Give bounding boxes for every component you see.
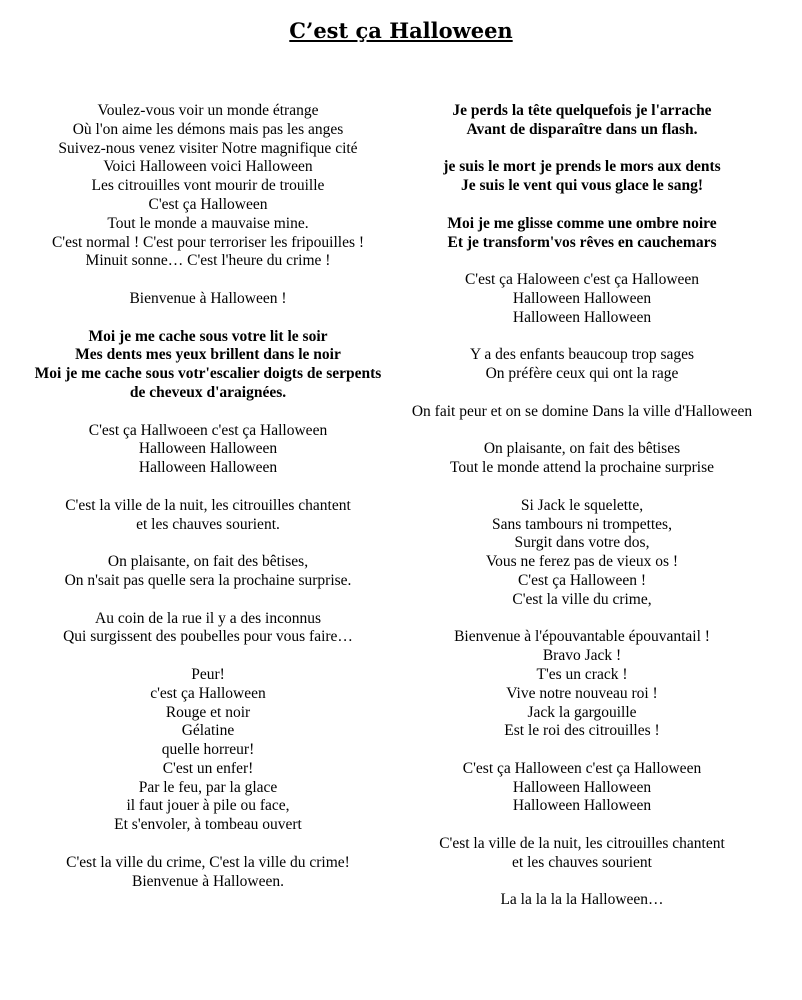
lyric-line: Vous ne ferez pas de vieux os !: [485, 553, 679, 571]
lyric-line: T'es un crack !: [536, 665, 628, 683]
stanza: [28, 553, 388, 591]
lyric-line: Bienvenue à Halloween !: [129, 289, 287, 307]
lyric-line: On n'sait pas quelle sera la prochaine surprise.: [64, 571, 352, 589]
stanza: [28, 102, 388, 271]
lyric-line: Au coin de la rue il y a des inconnus: [95, 609, 321, 627]
lyric-line: Par le feu, par la glace: [138, 778, 278, 796]
lyric-line: On préfère ceux qui ont la rage: [485, 365, 679, 383]
lyric-line: C'est ça Hallwoeen c'est ça Halloween: [88, 421, 328, 439]
lyric-line: Les citrouilles vont mourir de trouille: [91, 177, 325, 195]
lyric-line: Halloween Halloween: [512, 797, 652, 815]
stanza: [28, 497, 388, 535]
lyric-line: Peur!: [191, 665, 225, 683]
lyric-line: C'est normal ! C'est pour terroriser les fripouilles !: [51, 233, 365, 251]
stanza: [402, 403, 762, 422]
left-column: [28, 102, 388, 910]
lyric-line: Rouge et noir: [165, 703, 251, 721]
lyric-line: Moi je me glisse comme une ombre noire: [447, 214, 717, 232]
stanza: [402, 497, 762, 610]
lyric-line: Tout le monde a mauvaise mine.: [107, 214, 309, 232]
lyric-line: Est le roi des citrouilles !: [504, 722, 660, 740]
stanza: [28, 290, 388, 309]
lyric-line: Sans tambours ni trompettes,: [492, 515, 672, 533]
lyric-line: Mes dents mes yeux brillent dans le noir: [75, 346, 341, 364]
lyric-line: et les chauves sourient.: [136, 515, 280, 533]
lyric-line: Vive notre nouveau roi !: [506, 684, 658, 702]
lyric-line: Gélatine: [181, 722, 235, 740]
lyric-line: c'est ça Halloween: [150, 684, 266, 702]
lyric-line: Bravo Jack !: [542, 647, 622, 665]
lyric-line: Si Jack le squelette,: [520, 496, 644, 514]
stanza: [402, 835, 762, 873]
lyric-line: On plaisante, on fait des bêtises,: [107, 553, 309, 571]
lyric-line: Minuit sonne… C'est l'heure du crime !: [85, 252, 331, 270]
lyric-line: C'est la ville du crime,: [512, 590, 652, 608]
lyric-line: C'est la ville de la nuit, les citrouilles chantent: [65, 496, 351, 514]
lyric-line: Je perds la tête quelquefois je l'arrache: [452, 102, 712, 119]
lyric-line: C'est un enfer!: [162, 759, 254, 777]
lyric-line: Halloween Halloween: [512, 308, 652, 326]
right-column: [402, 102, 762, 929]
lyric-line: Surgit dans votre dos,: [514, 534, 650, 552]
stanza: [402, 760, 762, 816]
lyric-line: Tout le monde attend la prochaine surprise: [449, 459, 715, 477]
lyric-line: Bienvenue à l'épouvantable épouvantail !: [454, 628, 710, 646]
stanza: [28, 328, 388, 403]
stanza: [28, 610, 388, 648]
lyric-line: je suis le mort je prends le mors aux dents: [443, 158, 721, 176]
lyric-line: et les chauves sourient: [512, 853, 652, 871]
lyric-line: C'est la ville de la nuit, les citrouilles chantent: [439, 835, 725, 853]
lyric-line: Halloween Halloween: [138, 440, 278, 458]
lyric-line: On plaisante, on fait des bêtises: [483, 440, 681, 458]
lyric-line: Halloween Halloween: [138, 459, 278, 477]
lyric-line: Halloween Halloween: [512, 778, 652, 796]
lyric-line: C'est ça Halloween !: [517, 571, 647, 589]
stanza: [402, 440, 762, 478]
stanza: [402, 271, 762, 327]
lyric-line: Moi je me cache sous votr'escalier doigts de serpents de cheveux d'araignées.: [34, 365, 382, 401]
lyric-line: On fait peur et on se domine Dans la ville d'Halloween: [411, 402, 753, 420]
lyric-line: Suivez-nous venez visiter Notre magnifique cité: [58, 139, 358, 157]
lyric-line: C'est ça Haloween c'est ça Halloween: [464, 271, 700, 289]
lyric-line: C'est la ville du crime, C'est la ville du crime!: [66, 853, 350, 871]
lyric-line: La la la la la Halloween…: [500, 891, 664, 909]
lyric-line: C'est ça Halloween: [148, 195, 268, 213]
lyric-line: Voici Halloween voici Halloween: [103, 158, 313, 176]
lyric-line: Et je transform'vos rêves en cauchemars: [447, 233, 717, 251]
stanza: [28, 854, 388, 892]
stanza: [28, 422, 388, 478]
stanza: [402, 891, 762, 910]
lyric-line: Je suis le vent qui vous glace le sang!: [461, 177, 703, 195]
stanza: [402, 158, 762, 196]
lyric-line: Où l'on aime les démons mais pas les anges: [72, 120, 344, 138]
lyric-line: Bienvenue à Halloween.: [132, 872, 284, 890]
lyric-line: il faut jouer à pile ou face,: [126, 797, 290, 815]
stanza: [402, 215, 762, 253]
lyric-line: Jack la gargouille: [527, 703, 637, 721]
lyric-line: Moi je me cache sous votre lit le soir: [88, 327, 328, 345]
lyric-line: quelle horreur!: [161, 741, 255, 759]
stanza: [402, 628, 762, 741]
lyric-line: Et s'envoler, à tombeau ouvert: [114, 816, 302, 834]
lyric-line: C'est ça Halloween c'est ça Halloween: [462, 759, 702, 777]
lyric-line: Y a des enfants beaucoup trop sages: [469, 346, 695, 364]
lyric-line: Halloween Halloween: [512, 289, 652, 307]
page-title: C’est ça Halloween: [289, 18, 513, 43]
stanza: [402, 102, 762, 140]
stanza: [402, 346, 762, 384]
stanza: [28, 666, 388, 835]
lyric-line: Avant de disparaître dans un flash.: [466, 120, 698, 138]
lyric-line: Qui surgissent des poubelles pour vous faire…: [63, 628, 353, 646]
lyric-line: Voulez-vous voir un monde étrange: [97, 102, 319, 119]
